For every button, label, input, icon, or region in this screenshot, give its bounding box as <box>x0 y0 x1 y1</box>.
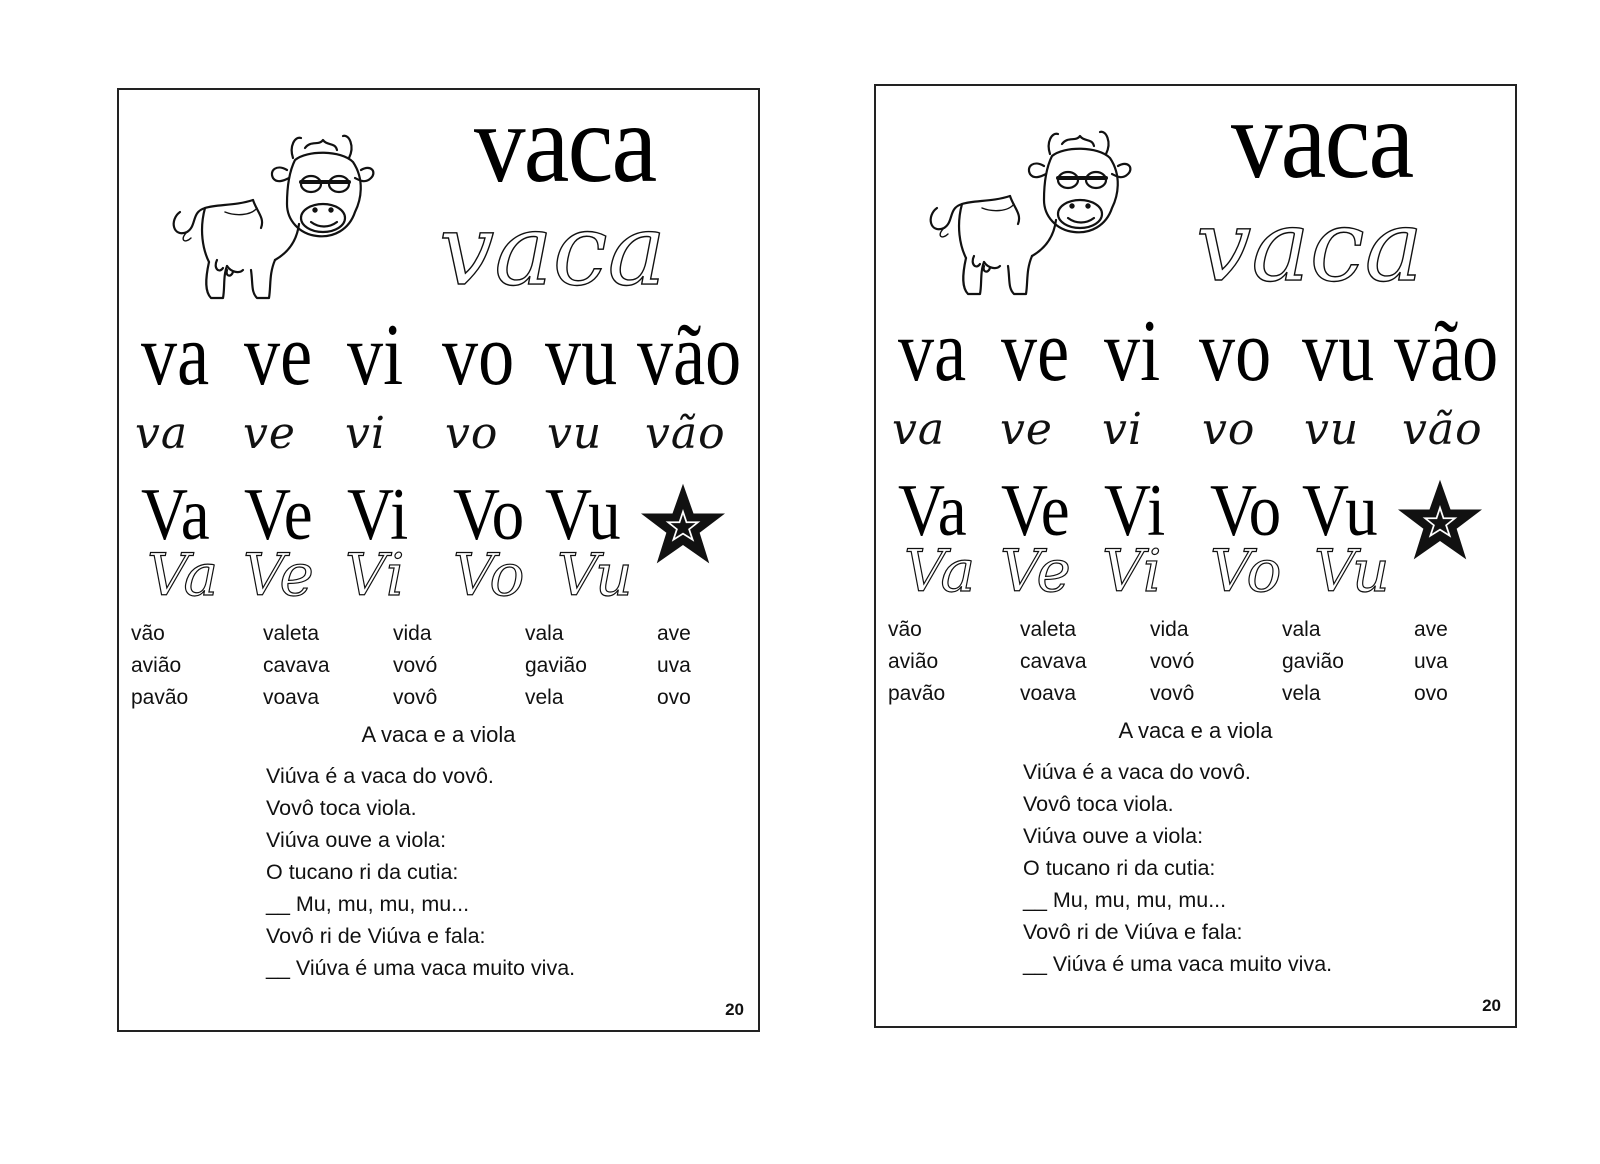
syllable-cursive: vo <box>1202 404 1256 455</box>
syllable-cursive: va <box>135 408 189 459</box>
word-column <box>393 618 521 714</box>
word-item: vovó <box>1150 650 1195 673</box>
word-column <box>1020 614 1148 710</box>
syllable-print: vo <box>1199 303 1272 400</box>
cow-illustration-icon <box>922 116 1132 306</box>
word-column <box>1150 614 1278 710</box>
story-line: __ Viúva é uma vaca muito viva. <box>1023 952 1333 976</box>
story-line: __ Viúva é uma vaca muito viva. <box>266 956 576 980</box>
syllable-cursive: vão <box>1402 404 1483 455</box>
story-text <box>266 760 706 984</box>
worksheet-page-right <box>874 78 1517 1028</box>
syllable-print: ve <box>1001 303 1070 400</box>
syllables-print-row <box>119 307 758 404</box>
word-item: gavião <box>525 654 587 677</box>
word-item: cavava <box>263 654 330 677</box>
word-item: vida <box>393 622 432 645</box>
capital-syllable-cursive: Vu <box>557 541 633 609</box>
capital-syllable-print: Vi <box>347 474 409 556</box>
story-title: A vaca e a viola <box>1118 718 1273 743</box>
capital-syllable-cursive: Vo <box>1210 537 1282 605</box>
syllable-print: vi <box>1104 303 1161 400</box>
syllable-print: va <box>898 303 967 400</box>
word-item: gavião <box>1282 650 1344 673</box>
capital-syllable-cursive: Vo <box>453 541 525 609</box>
word-item: pavão <box>131 686 189 709</box>
syllable-print: vão <box>637 307 742 404</box>
story-line: Vovô toca viola. <box>1023 792 1174 816</box>
story-line: O tucano ri da cutia: <box>266 860 459 884</box>
word-column <box>131 618 259 714</box>
syllable-cursive: vo <box>445 408 499 459</box>
word-item: pavão <box>888 682 946 705</box>
word-item: vovô <box>1150 682 1195 705</box>
word-item: ovo <box>657 686 691 709</box>
story-line: Vovô ri de Viúva e fala: <box>1023 920 1243 944</box>
syllable-cursive: vi <box>345 408 386 459</box>
word-item: cavava <box>1020 650 1087 673</box>
story-text <box>1023 756 1463 980</box>
syllable-print: va <box>141 307 210 404</box>
word-item: uva <box>1414 650 1448 673</box>
word-column <box>263 618 391 714</box>
word-item: vela <box>1282 682 1321 705</box>
syllable-print: vo <box>442 307 515 404</box>
capital-syllable-cursive: Ve <box>243 541 314 609</box>
title-cursive-word: vaca <box>1196 190 1424 304</box>
syllable-print: vu <box>545 307 618 404</box>
capital-syllable-print: Vo <box>453 474 525 556</box>
syllable-cursive: ve <box>243 408 296 459</box>
page-number: 20 <box>725 1000 744 1019</box>
word-item: vovô <box>393 686 438 709</box>
word-item: vovó <box>393 654 438 677</box>
word-item: vida <box>1150 618 1189 641</box>
story-line: Vovô toca viola. <box>266 796 417 820</box>
capital-syllable-print: Vu <box>1302 470 1378 552</box>
story-line: Vovô ri de Viúva e fala: <box>266 924 486 948</box>
capital-syllable-print: Va <box>141 474 210 556</box>
word-column <box>1282 614 1410 710</box>
word-item: valeta <box>1020 618 1077 641</box>
capital-syllable-cursive: Va <box>904 537 976 605</box>
story-line: __ Mu, mu, mu, mu... <box>266 892 470 916</box>
story-title: A vaca e a viola <box>361 722 516 747</box>
word-item: avião <box>888 650 939 673</box>
syllable-cursive: ve <box>1000 404 1053 455</box>
word-item: vão <box>131 622 165 645</box>
capital-syllable-print: Vu <box>545 474 621 556</box>
word-item: vela <box>525 686 564 709</box>
syllable-cursive: va <box>892 404 946 455</box>
capital-syllable-print: Ve <box>1001 470 1070 552</box>
syllable-print: vi <box>347 307 404 404</box>
capital-syllable-cursive: Vi <box>1102 537 1162 605</box>
word-list <box>888 614 1508 714</box>
word-item: valeta <box>263 622 320 645</box>
capital-syllables-cursive-row <box>876 537 1515 622</box>
capital-syllable-cursive: Va <box>147 541 219 609</box>
word-item: ave <box>657 622 691 645</box>
word-column <box>1414 614 1542 710</box>
word-list <box>131 618 751 718</box>
capital-syllables-cursive-row <box>119 541 758 626</box>
word-column <box>657 618 785 714</box>
title-cursive-word: vaca <box>439 194 667 308</box>
word-item: vala <box>1282 618 1321 641</box>
story-line: Viúva ouve a viola: <box>1023 824 1204 848</box>
syllable-print: vão <box>1394 303 1499 400</box>
capital-syllable-cursive: Ve <box>1000 537 1071 605</box>
word-item: vão <box>888 618 922 641</box>
word-item: uva <box>657 654 691 677</box>
capital-syllable-cursive: Vu <box>1314 537 1390 605</box>
syllable-print: ve <box>244 307 313 404</box>
title-print-word: vaca <box>474 82 656 206</box>
title-print-word: vaca <box>1231 78 1413 202</box>
syllable-cursive: vão <box>645 408 726 459</box>
word-item: ave <box>1414 618 1448 641</box>
syllables-print-row <box>876 303 1515 400</box>
word-item: vala <box>525 622 564 645</box>
capital-syllable-print: Va <box>898 470 967 552</box>
cow-illustration-icon <box>165 120 375 310</box>
capital-syllable-print: Ve <box>244 474 313 556</box>
story-line: Viúva é a vaca do vovô. <box>1023 760 1251 784</box>
capital-syllable-cursive: Vi <box>345 541 405 609</box>
page-number: 20 <box>1482 996 1501 1015</box>
word-item: avião <box>131 654 182 677</box>
story-line: Viúva é a vaca do vovô. <box>266 764 494 788</box>
word-item: ovo <box>1414 682 1448 705</box>
capital-syllable-print: Vi <box>1104 470 1166 552</box>
syllable-cursive: vi <box>1102 404 1143 455</box>
worksheet-page-left <box>117 82 760 1032</box>
capital-syllable-print: Vo <box>1210 470 1282 552</box>
syllable-print: vu <box>1302 303 1375 400</box>
syllable-cursive: vu <box>1304 404 1360 455</box>
word-column <box>525 618 653 714</box>
word-column <box>888 614 1016 710</box>
story-line: O tucano ri da cutia: <box>1023 856 1216 880</box>
word-item: voava <box>263 686 320 709</box>
story-line: Viúva ouve a viola: <box>266 828 447 852</box>
story-line: __ Mu, mu, mu, mu... <box>1023 888 1227 912</box>
syllable-cursive: vu <box>547 408 603 459</box>
word-item: voava <box>1020 682 1077 705</box>
